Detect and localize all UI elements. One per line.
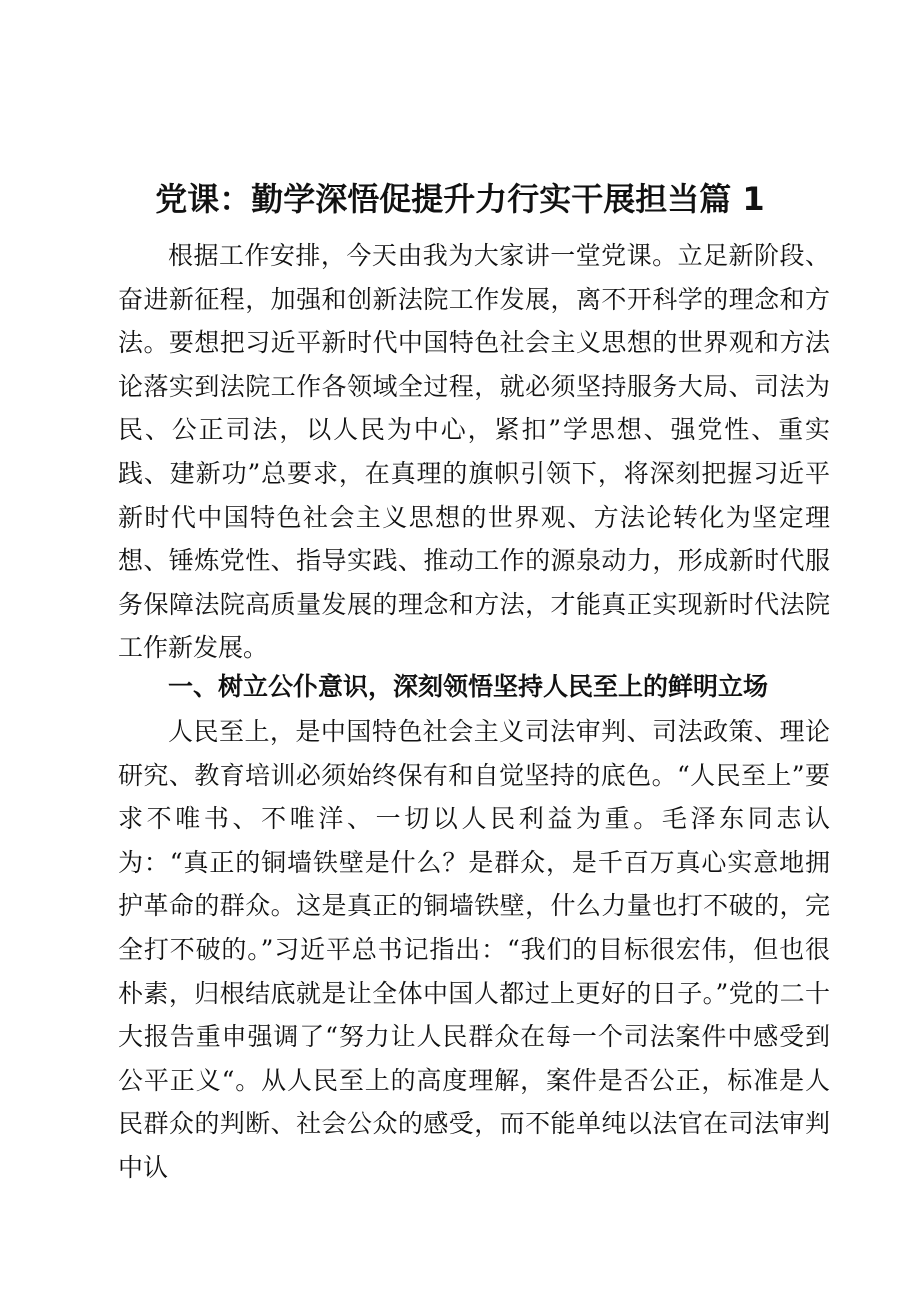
section-paragraph: 人民至上，是中国特色社会主义司法审判、司法政策、理论研究、教育培训必须始终保有和自觉坚持的底色。“人民至上”要求不唯书、不唯洋、一切以人民利益为重。毛泽东同志认为：“真正的铜墙铁壁是什么？是群众，是千百万真心实意地拥护革命的群众。这是真正的铜墙铁壁，什么力量也打不破的，完全打不破的。”习近平总书记指出：“我们的目标很宏伟，但也很朴素，归根结底就是让全体中国人都过上更好的日子。”党的二十大报告重申强调了“努力让人民群众在每一个司法案件中感受到公平正义“。从人民至上的高度理解，案件是否公正，标准是人民群众的判断、社会公众的感受，而不能单纯以法官在司法审判中认	[118, 717, 830, 1182]
document-title: 党课：勤学深悟促提升力行实干展担当篇 1	[155, 180, 765, 218]
intro-paragraph: 根据工作安排，今天由我为大家讲一堂党课。立足新阶段、奋进新征程，加强和创新法院工作发展，离不开科学的理念和方法。要想把习近平新时代中国特色社会主义思想的世界观和方法论落实到法院工作各领域全过程，就必须坚持服务大局、司法为民、公正司法，以人民为中心，紧扣”学思想、强党性、重实践、建新功”总要求，在真理的旗帜引领下，将深刻把握习近平新时代中国特色社会主义思想的世界观、方法论转化为坚定理想、锤炼党性、指导实践、推动工作的源泉动力，形成新时代服务保障法院高质量发展的理念和方法，才能真正实现新时代法院工作新发展。	[118, 241, 830, 663]
section-heading: 一、树立公仆意识，深刻领悟坚持人民至上的鲜明立场	[168, 672, 769, 701]
